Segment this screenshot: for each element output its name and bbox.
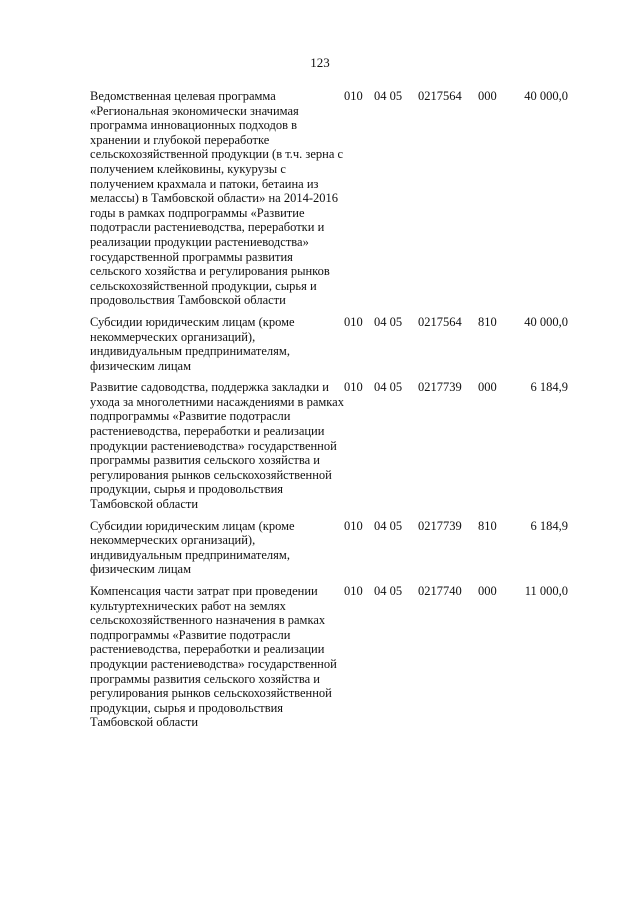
table-row [90,380,568,518]
ministry-code: 010 [344,518,363,533]
expense-type-code: 810 [478,518,497,533]
target-article-code: 0217564 [418,314,462,329]
sum-value: 6 184,9 [530,518,568,533]
target-article-code: 0217564 [418,89,462,103]
section-code: 04 05 [374,518,403,533]
table-row [90,89,568,315]
target-article-code: 0217740 [418,584,462,598]
expense-type-code: 000 [478,89,497,103]
ministry-code: 010 [344,314,363,329]
item-name: Субсидии юридическим лицам (кроме некоммерческих организаций), индивидуальным предпринимателям, физическим лицам [90,314,295,373]
sum-value: 40 000,0 [524,314,568,329]
expense-type-code: 810 [478,314,497,329]
expense-type-code: 000 [478,584,497,598]
item-name: Компенсация части затрат при проведении культуртехнических работ на землях сельскохозяйственного назначения в рамках подпрограммы «Развитие подотрасли растениеводства, переработки и реализации продукции растениеводства» государственной программы развития сельского хозяйства и регулирования рынков сельскохозяйственной продукции, сырья и продовольствия Тамбовской области [90,584,337,730]
section-code: 04 05 [374,89,403,103]
section-code: 04 05 [374,314,403,329]
page-number: 123 [310,55,330,70]
section-code: 04 05 [374,584,403,598]
ministry-code: 010 [344,584,363,598]
target-article-code: 0217739 [418,518,462,533]
sum-value: 11 000,0 [524,584,568,598]
section-code: 04 05 [374,380,403,395]
ministry-code: 010 [344,380,363,395]
target-article-code: 0217739 [418,380,462,395]
item-name: Ведомственная целевая программа «Региональная экономически значимая программа инновационных подходов в хранении и глубокой переработке сельскохозяйственной продукции (в т.ч. зерна с получением клейковины, кукурузы с получением крахмала и патоки, бетаина из мелассы) в Тамбовской области» на 2014-2016 годы в рамках подпрограммы «Развитие подотрасли растениеводства, переработки и реализации продукции растениеводства» государственной программы развития сельского хозяйства и регулирования рынков сельскохозяйственной продукции, сырья и продовольствия Тамбовской области [90,89,344,308]
sum-value: 40 000,0 [524,89,568,103]
expense-type-code: 000 [478,380,497,395]
budget-table [90,89,568,737]
table-row [90,519,568,584]
item-name: Развитие садоводства, поддержка закладки и ухода за многолетними насаждениями в рамках подпрограммы «Развитие подотрасли растениеводства, переработки и реализации продукции растениеводства» государственной программы развития сельского хозяйства и регулирования рынков сельскохозяйственной продукции, сырья и продовольствия Тамбовской области [90,380,344,512]
ministry-code: 010 [344,89,363,103]
table-row [90,584,568,737]
table-row [90,315,568,380]
sum-value: 6 184,9 [530,380,568,395]
item-name: Субсидии юридическим лицам (кроме некоммерческих организаций), индивидуальным предпринимателям, физическим лицам [90,518,295,577]
